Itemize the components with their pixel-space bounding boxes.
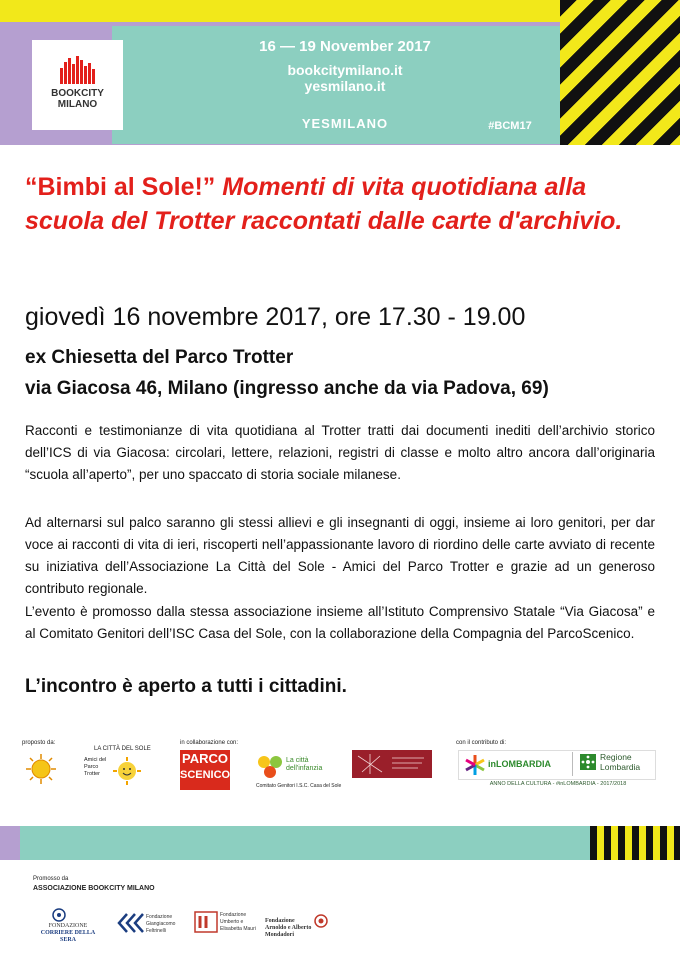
- fondazione-corriere: [33, 923, 103, 944]
- logo-text-line2: MILANO: [57, 99, 98, 110]
- comitato-subtitle: Comitato Genitori I.S.C. Casa del Sole: [256, 783, 342, 789]
- fondazione-corriere-line2: CORRIERE DELLA SERA: [40, 930, 96, 943]
- corriere-emblem: [52, 907, 66, 921]
- parco-scenico-logo: [180, 750, 230, 790]
- yesmilano-brand: YESMILANO: [301, 116, 389, 131]
- regione-text-line2: Lombardia: [600, 762, 641, 772]
- event-datetime: giovedì 16 novembre 2017, ore 17.30 - 19.00: [25, 303, 526, 331]
- anno-cultura: ANNO DELLA CULTURA - #inLOMBARDIA - 2017/2018: [489, 781, 627, 787]
- comitato-logo: [256, 752, 284, 780]
- regione-text-line1: Regione: [600, 752, 632, 762]
- inlombardia-logo: [464, 754, 486, 776]
- mauri-logo: [193, 910, 219, 934]
- archive-logo-icon: [352, 750, 432, 778]
- archivio-logo: [352, 750, 432, 778]
- yesmilano-url: yesmilano.it: [304, 78, 386, 94]
- children-faces-icon: [256, 752, 284, 780]
- header-stripes: [560, 0, 680, 145]
- comitato-title: La città dell'infanzia: [286, 757, 323, 772]
- corriere-emblem-icon: [52, 908, 66, 922]
- regione-logo: [580, 754, 596, 770]
- description-paragraph-3: L’evento è promosso dalla stessa associazione insieme all’Istituto Comprensivo Statale “Via Giacosa” e al Comitato Genitori dell’ISC Casa del Sole, con la collaborazione della Compagnia del ParcoScenico.: [25, 604, 655, 641]
- parco-scenico-text2: SCENICO: [180, 769, 231, 781]
- rosa-camuna-icon: [580, 754, 596, 770]
- hashtag: #BCM17: [488, 120, 532, 132]
- rose-icon: [313, 913, 329, 929]
- mauri-emblem-icon: [193, 910, 219, 934]
- color-burst-icon: [464, 754, 486, 776]
- citta-sole-logo: [112, 756, 142, 786]
- footer-band: [0, 826, 680, 860]
- feltrinelli-logo: [117, 912, 145, 934]
- description-paragraph-2: Ad alternarsi sul palco saranno gli stessi allievi e gli insegnanti di oggi, insieme ai loro genitori, per dar voce ai racconti di vita di ieri, riscoperti nell’appassionante lavoro di riordino delle carte avviato di recente su iniziativa dell’Associazione La Città del Sole - Amici del Parco Trotter e grazie ad un generoso contributo regionale.: [25, 515, 655, 596]
- sun-logo: [24, 752, 58, 786]
- contributo-label: con il contributo di:: [456, 740, 507, 746]
- bookcity-logo: [32, 40, 123, 130]
- footer-stripes: [590, 826, 680, 860]
- smiling-sun-icon: [112, 756, 142, 786]
- bookcity-url: bookcitymilano.it: [287, 62, 403, 78]
- proposto-label: proposto da:: [22, 740, 56, 746]
- event-title: [25, 170, 665, 238]
- promosso-org: ASSOCIAZIONE BOOKCITY MILANO: [33, 885, 155, 892]
- promosso-label: Promosso da: [33, 876, 69, 882]
- festival-dates: 16 — 19 November 2017: [259, 38, 431, 55]
- footer-band-purple: [0, 826, 20, 860]
- city-skyline-icon: [58, 54, 98, 84]
- mondadori-rose: [313, 913, 329, 929]
- lombardia-divider: [572, 752, 573, 776]
- citta-sole-subtitle: Amici del Parco Trotter: [84, 757, 107, 777]
- fondazione-mauri: Fondazione Umberto e Elisabetta Mauri: [220, 912, 256, 932]
- fondazione-corriere-line1: FONDAZIONE: [48, 923, 88, 929]
- fondazione-mondadori: Fondazione Arnoldo e Alberto Mondadori: [265, 918, 312, 938]
- description-paragraph-1: Racconti e testimonianze di vita quotidiana al Trotter tratti dai documenti inediti dell’archivio storico dell’ICS di via Giacosa: circolari, lettere, relazioni, registri di classe e molto altro ancora dall’originaria “scuola all’aperto”, per uno spaccato di storia sociale milanese.: [25, 423, 655, 482]
- regione-text: [600, 752, 640, 772]
- closing-statement: L’incontro è aperto a tutti i cittadini.: [25, 676, 347, 697]
- venue-address: via Giacosa 46, Milano (ingresso anche da via Padova, 69): [25, 378, 549, 399]
- sun-icon: [24, 752, 58, 786]
- collaborazione-label: in collaborazione con:: [180, 740, 239, 746]
- parco-scenico-text1: PARCO: [182, 751, 228, 766]
- feltrinelli-chevrons-icon: [117, 912, 145, 934]
- header-banner: [0, 0, 680, 145]
- fondazione-feltrinelli: Fondazione Giangiacomo Feltrinelli: [146, 914, 176, 934]
- inlombardia-text: inLOMBARDIA: [488, 759, 551, 769]
- logo-text-line1: BOOKCITY: [51, 88, 104, 99]
- venue-name: ex Chiesetta del Parco Trotter: [25, 347, 294, 368]
- event-title-subtitle: Momenti di vita quotidiana alla scuola del Trotter raccontati dalle carte d'archivio.: [25, 173, 623, 235]
- citta-sole-name: LA CITTÀ DEL SOLE: [94, 746, 151, 752]
- event-title-quote: “Bimbi al Sole!”: [25, 173, 216, 201]
